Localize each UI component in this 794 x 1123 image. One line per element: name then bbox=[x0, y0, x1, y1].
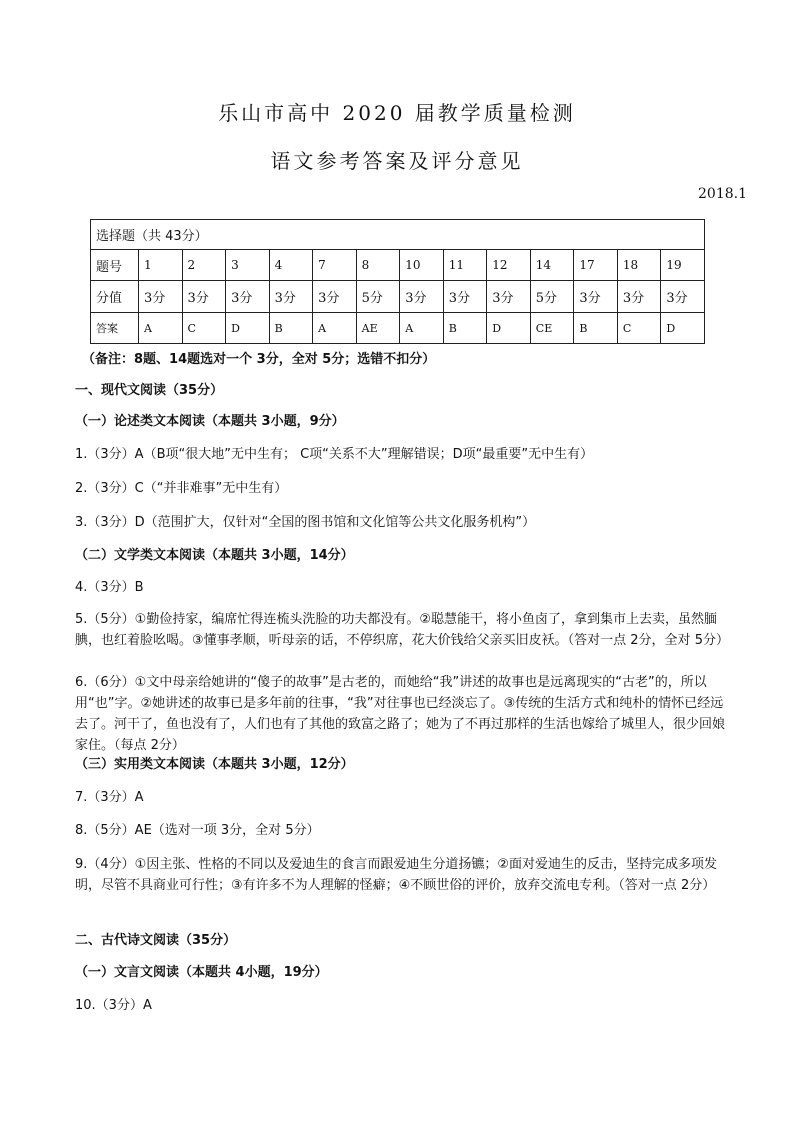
question-number-cell: 11 bbox=[443, 250, 487, 281]
question-number-cell: 1 bbox=[139, 250, 183, 281]
score-cell: 3分 bbox=[182, 281, 226, 313]
row-label-number: 题号 bbox=[91, 250, 139, 281]
question-number-cell: 7 bbox=[313, 250, 357, 281]
table-note: （备注：8题、14题选对一个 3分，全对 5分；选错不扣分） bbox=[82, 352, 436, 367]
score-cell: 3分 bbox=[226, 281, 270, 313]
score-cell: 5分 bbox=[530, 281, 574, 313]
answer-q3: 3.（3分）D（范围扩大，仅针对“全国的图书馆和文化馆等公共文化服务机构”） bbox=[75, 515, 536, 530]
page-title: 乐山市高中 2020 届教学质量检测 bbox=[218, 101, 576, 125]
score-cell: 3分 bbox=[487, 281, 531, 313]
subsection-heading-practical: （三）实用类文本阅读（本题共 3小题，12分） bbox=[75, 757, 354, 772]
score-cell: 3分 bbox=[617, 281, 661, 313]
subsection-heading-literary: （二）文学类文本阅读（本题共 3小题，14分） bbox=[75, 548, 354, 563]
answer-cell: B bbox=[574, 313, 618, 344]
answer-cell: A bbox=[400, 313, 444, 344]
row-label-score: 分值 bbox=[91, 281, 139, 313]
question-number-cell: 17 bbox=[574, 250, 618, 281]
question-number-cell: 12 bbox=[487, 250, 531, 281]
answer-table bbox=[90, 219, 705, 344]
score-cell: 3分 bbox=[400, 281, 444, 313]
score-cell: 3分 bbox=[313, 281, 357, 313]
subsection-heading-classical-prose: （一）文言文阅读（本题共 4小题，19分） bbox=[75, 965, 328, 980]
table-row-answers bbox=[91, 313, 705, 344]
question-number-cell: 19 bbox=[661, 250, 705, 281]
question-number-cell: 3 bbox=[226, 250, 270, 281]
answer-cell: D bbox=[487, 313, 531, 344]
table-caption: 选择题（共 43分） bbox=[91, 220, 705, 250]
answer-q1: 1.（3分）A（B项“很大地”无中生有； C项“关系不大”理解错误；D项“最重要”无中生有） bbox=[75, 447, 594, 462]
question-number-cell: 2 bbox=[182, 250, 226, 281]
document-date: 2018.1 bbox=[698, 186, 747, 202]
answer-cell: D bbox=[661, 313, 705, 344]
question-number-cell: 4 bbox=[269, 250, 313, 281]
score-cell: 3分 bbox=[574, 281, 618, 313]
subsection-heading-argument: （一）论述类文本阅读（本题共 3小题，9分） bbox=[75, 414, 345, 429]
answer-cell: D bbox=[226, 313, 270, 344]
section-heading-classical: 二、古代诗文阅读（35分） bbox=[75, 933, 237, 948]
score-cell: 3分 bbox=[661, 281, 705, 313]
score-cell: 3分 bbox=[443, 281, 487, 313]
score-cell: 3分 bbox=[139, 281, 183, 313]
table-row-numbers bbox=[91, 250, 705, 281]
score-cell: 3分 bbox=[269, 281, 313, 313]
answer-cell: B bbox=[443, 313, 487, 344]
question-number-cell: 14 bbox=[530, 250, 574, 281]
page-subtitle: 语文参考答案及评分意见 bbox=[270, 149, 524, 173]
row-label-answer: 答案 bbox=[91, 313, 139, 344]
answer-cell: C bbox=[617, 313, 661, 344]
answer-cell: C bbox=[182, 313, 226, 344]
answer-q4: 4.（3分）B bbox=[75, 580, 144, 595]
answer-q7: 7.（3分）A bbox=[75, 790, 144, 805]
question-number-cell: 8 bbox=[356, 250, 400, 281]
question-number-cell: 10 bbox=[400, 250, 444, 281]
answer-q8: 8.（5分）AE（选对一项 3分，全对 5分） bbox=[75, 823, 320, 838]
answer-cell: B bbox=[269, 313, 313, 344]
answer-q5: 5.（5分）①勤俭持家，编席忙得连梳头洗脸的功夫都没有。②聪慧能干，将小鱼卤了，拿到集市上去卖，虽然腼腆，也红着脸吆喝。③懂事孝顺，听母亲的话，不停织席，花大价钱给父亲买旧皮袄。（答对一点 2分，全对 5分） bbox=[75, 612, 729, 648]
answer-cell: AE bbox=[356, 313, 400, 344]
answer-q9: 9.（4分）①因主张、性格的不同以及爱迪生的食言而跟爱迪生分道扬镳；②面对爱迪生的反击，坚持完成多项发明，尽管不具商业可行性；③有许多不为人理解的怪癖；④不顾世俗的评价，放弃交流电专利。（答对一点 2分） bbox=[75, 857, 717, 893]
answer-cell: CE bbox=[530, 313, 574, 344]
question-number-cell: 18 bbox=[617, 250, 661, 281]
table-row-scores bbox=[91, 281, 705, 313]
answer-cell: A bbox=[313, 313, 357, 344]
score-cell: 5分 bbox=[356, 281, 400, 313]
answer-q10: 10.（3分）A bbox=[75, 998, 152, 1013]
answer-q2: 2.（3分）C（“并非难事”无中生有） bbox=[75, 481, 288, 496]
section-heading-modern: 一、现代文阅读（35分） bbox=[75, 383, 224, 398]
answer-cell: A bbox=[139, 313, 183, 344]
answer-q6: 6.（6分）①文中母亲给她讲的“傻子的故事”是古老的，而她给“我”讲述的故事也是远离现实的“古老”的，所以用“也”字。②她讲述的故事已是多年前的往事，“我”对往事也已经淡忘了。③传统的生活方式和纯朴的情怀已经远去了。河干了，鱼也没有了，人们也有了其他的致富之路了；她为了不再过那样的生活也嫁给了城里人，很少回娘家住。（每点 2分） bbox=[75, 675, 726, 753]
